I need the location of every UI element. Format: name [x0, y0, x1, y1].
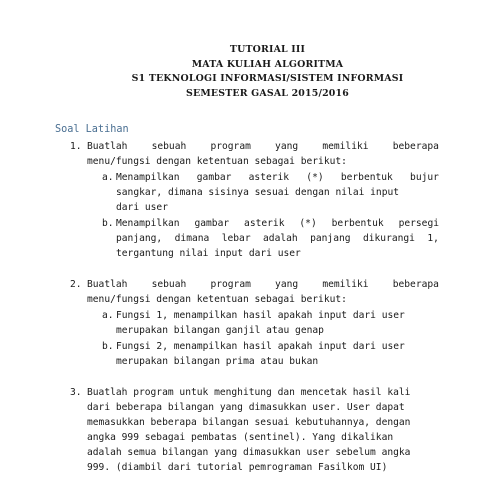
question-2a-line-2: merupakan bilangan ganjil atau genap	[116, 325, 324, 336]
word: 1,	[427, 233, 439, 244]
question-1b-line-1	[116, 216, 439, 231]
header-line-2: MATA KULIAH ALGORITMA	[191, 58, 344, 70]
question-2a-line-1: Fungsi 1, menampilkan hasil apakah input dari user	[116, 310, 405, 321]
question-1-line-1	[87, 139, 439, 154]
word: Buatlah	[87, 279, 128, 290]
question-number: 1.	[70, 141, 82, 152]
word: lebar	[221, 233, 251, 244]
question-3-line-6: 999. (diambil dari tutorial pemrograman Fasilkom UI)	[87, 462, 388, 473]
word: persegi	[398, 218, 439, 229]
question-3-line-1: Buatlah program untuk menghitung dan mencetak hasil kali	[87, 387, 411, 398]
section-title: Soal Latihan	[55, 124, 129, 135]
word: yang	[275, 141, 299, 152]
document-header	[0, 43, 495, 101]
question-1-line-2: menu/fungsi dengan ketentuan sebagai berikut:	[87, 156, 347, 167]
sub-item-letter: a.	[102, 310, 114, 321]
question-number: 3.	[70, 387, 82, 398]
word: gambar	[194, 218, 230, 229]
question-3-line-4: angka 999 sebagai pembatas (sentinel). Yang dikalikan	[87, 432, 394, 443]
question-3-line-5: adalah semua bilangan yang dimasukkan user sebelum angka	[87, 447, 411, 458]
word: memiliki	[322, 141, 369, 152]
word: berbentuk	[331, 218, 384, 229]
question-1a-line-3: dari user	[116, 202, 168, 213]
word: asterik	[248, 172, 290, 183]
word: beberapa	[392, 141, 439, 152]
word: panjang,	[116, 233, 163, 244]
word: adalah	[263, 233, 298, 244]
question-2-line-1	[87, 277, 439, 292]
question-1b-line-2	[116, 231, 439, 246]
word: memiliki	[322, 279, 369, 290]
word: beberapa	[392, 279, 439, 290]
word: dikurangi	[362, 233, 415, 244]
word: Menampilkan	[116, 218, 180, 229]
word: Buatlah	[87, 141, 128, 152]
question-2b-line-1: Fungsi 2, menampilkan hasil apakah input dari user	[116, 341, 405, 352]
word: bujur	[410, 172, 439, 183]
sub-item-letter: b.	[102, 341, 114, 352]
question-3-line-3: memasukkan beberapa bilangan sesuai kebutuhannya, dengan	[87, 417, 411, 428]
word: sebuah	[151, 279, 187, 290]
word: sebuah	[151, 141, 187, 152]
question-2b-line-2: merupakan bilangan prima atau bukan	[116, 356, 319, 367]
word: panjang	[310, 233, 351, 244]
word: (*)	[306, 172, 324, 183]
word: berbentuk	[340, 172, 393, 183]
word: program	[210, 141, 251, 152]
question-3-line-2: dari beberapa bilangan yang dimasukkan user. User dapat	[87, 402, 405, 413]
word: program	[210, 279, 251, 290]
sub-item-letter: b.	[102, 218, 114, 229]
question-number: 2.	[70, 279, 82, 290]
word: (*)	[299, 218, 317, 229]
word: Menampilkan	[116, 172, 180, 183]
header-line-3: S1 TEKNOLOGI INFORMASI/SISTEM INFORMASI	[131, 73, 404, 84]
header-line-4: SEMESTER GASAL 2015/2016	[186, 87, 349, 99]
header-line-1: TUTORIAL III	[229, 44, 306, 55]
question-2-line-2: menu/fungsi dengan ketentuan sebagai berikut:	[87, 294, 347, 305]
word: gambar	[196, 172, 232, 183]
sub-item-letter: a.	[102, 172, 114, 183]
question-1a-line-1	[116, 170, 439, 185]
question-1b-line-3: tergantung nilai input dari user	[116, 248, 301, 259]
word: yang	[275, 279, 299, 290]
word: asterik	[244, 218, 285, 229]
word: dimana	[174, 233, 210, 244]
question-1a-line-2: sangkar, dimana sisinya sesuai dengan nilai input	[116, 187, 400, 198]
